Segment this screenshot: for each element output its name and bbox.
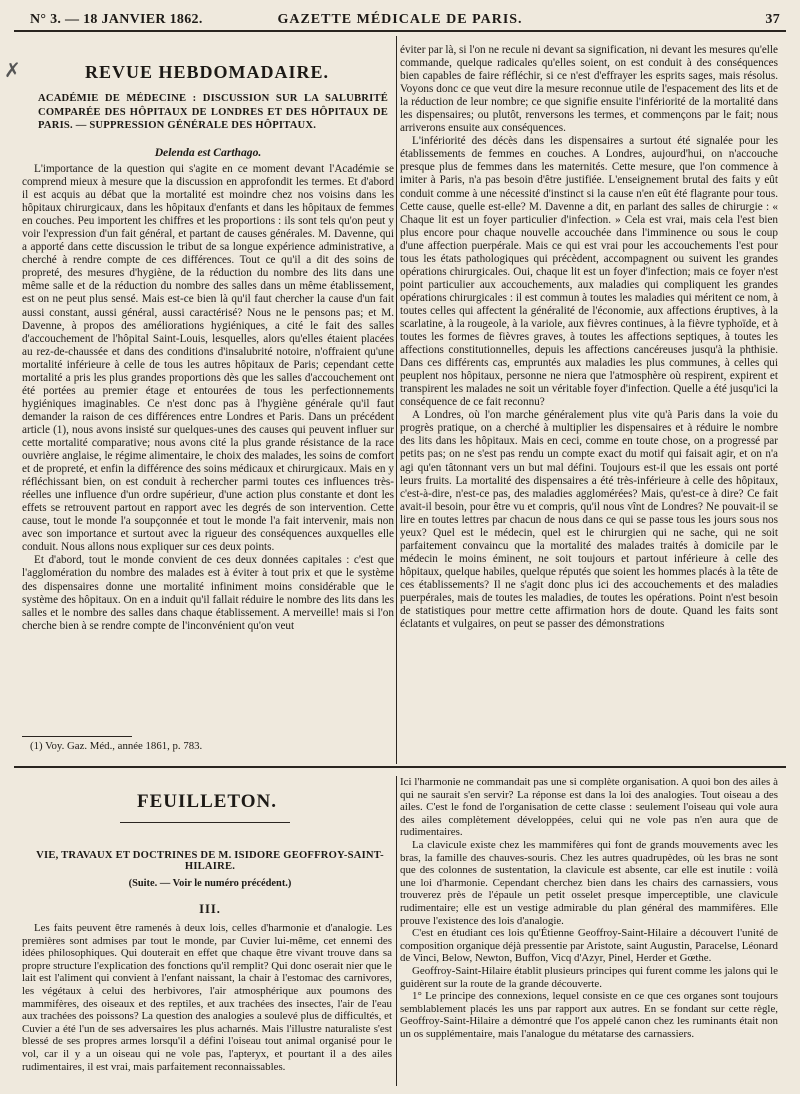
feuilleton-continuation: (Suite. — Voir le numéro précédent.) — [128, 878, 292, 889]
column-divider-feuilleton — [396, 776, 397, 1086]
revue-paragraph: L'infériorité des décès dans les dispensaires a surtout été signalée pour les établissements de femmes en couches. A Londres, aujourd'hui, on n'accouche presque plus de femmes dans les maternités. Cette mesure, que l'on commence à imiter à Paris, n'a pas besoin d'être justifiée. L'enseignement brutal des faits y eût conduit comme à une nécessité d'instinct si la cause n'en eût été flagrante pour tous. Cette cause, quelle est-elle? M. Davenne a dit, en parlant des salles de chirurgie : « Chaque lit est un foyer particulier d'infection. » Cela est vrai, mais cela l'est bien plus encore pour chaque nouvelle accouchée dans l'imminence ou sous le coup d'une affection puerpérale. Mais ce qui est vrai pour les accouchements l'est pour tous les états pathologiques qui précèdent, accompagnent ou suivent les grandes opérations chirurgicales. Oui, chaque lit est un foyer d'infection; mais ce foyer n'est point particulier aux accouchements, aux maladies qui compliquent les grandes opérations chirurgicales : il est commun à toutes les maladies qui méritent ce nom, à toutes celles qui affectent la généralité de l'économie, aux affections éruptives, à la scarlatine, à la rougeole, à la variole, aux fièvres continues, à la fièvre typhoïde, et à toutes les formes de fièvres graves, à toutes les affections septiques, à toutes les affections constitutionnelles, depuis les affections cancéreuses jusqu'à la phthisie. Dans ces différents cas, empruntés aux maladies les plus communes, à celles qui peuplent nos hôpitaux, personne ne niera que l'atmosphère où respirent, expirent et transpirent les malades ne soit un véritable foyer d'infection. Quelle a été jusqu'ici la conséquence de ce fait reconnu? — [400, 135, 778, 409]
section-divider — [14, 766, 786, 768]
feuilleton-paragraph: Ici l'harmonie ne commandait pas une si complète organisation. A quoi bon des ailes à qui ne saurait s'en servir? La réponse est dans la loi des analogies. Tout oiseau a des ailes. C'est le fond de l'organisation de cette classe : seulement l'oiseau qui vole aura des ailes complètement développées, celui qui ne vole pas n'en aura que de rudimentaires. — [400, 776, 778, 839]
revue-paragraph: L'importance de la question qui s'agite en ce moment devant l'Académie se comprend mieux à mesure que la discussion en approfondit les termes. Et d'abord il est acquis au débat que la mortalité est moindre chez nos voisins dans les hôpitaux chirurgicaux, dans les hôpitaux d'enfants et dans les hôpitaux de femmes en couches. Peu importent les chiffres et les proportions : ils sont tels qu'on peut y voir l'expression d'un fait général, et partant de causes générales. M. Davenne, qui a apporté dans cette discussion le tribut de sa longue expérience administrative, a cherché à rendre compte de ces différences. Tout ce qu'il a dit des soins de propreté, des mesures d'hygiène, de la réduction du nombre des lits dans une même salle et de la réduction du nombre des salles dans un même établissement, est on ne peut plus sensé. Mais est-ce bien là qu'il faut chercher la cause d'un fait aussi constant, aussi général, aussi caractérisé? Nous ne le pensons pas; et M. Davenne, à propos des améliorations hygiéniques, a cité le fait des salles d'accouchement de l'hôpital Saint-Louis, lesquelles, alors qu'elles étaient placées au rez-de-chaussée et dans des conditions d'insalubrité notoire, n'offraient qu'une mortalité inférieure à celle de tous les autres hôpitaux de Paris; cependant cette mortalité a pris les plus grandes proportions dès que les salles d'accouchement ont été portées au premier étage et entourées de tous les perfectionnements hygiéniques imaginables. Ce n'est donc pas à l'hygiène générale qu'il faut demander la raison de ces différences entre Londres et Paris. Dans un précédent article (1), nous avons insisté sur quelques-unes des causes qui peuvent influer sur cette mortalité comparative; nous avons cité la plus grande résistance de la race ouvrière anglaise, le régime alimentaire, le choix des malades, les soins de comfort et de propreté, et enfin la différence des soins médicaux et chirurgicaux. Mais en y réfléchissant bien, on est conduit à rechercher parmi toutes ces influences très-réelles une influence d'un ordre supérieur, d'une action plus constante et dont les effets se retrouvent partout en rapport avec les degrés de son intervention. Cette cause, tout le monde l'a soupçonnée et tout le monde l'a fait intervenir, mais non avec son importance et surtout avec la rigueur des conséquences auxquelles elle conduit. Nous allons nous expliquer sur ces deux points. — [22, 163, 394, 554]
column-divider — [396, 36, 397, 764]
revue-right-column — [400, 44, 778, 631]
epigraph: Delenda est Carthago. — [154, 146, 262, 159]
footnote-rule — [22, 736, 132, 737]
journal-title: GAZETTE MÉDICALE DE PARIS. — [277, 12, 523, 27]
feuilleton-paragraph: La clavicule existe chez les mammifères qui font de grands mouvements avec les bras, la famille des chauves-souris. Chez les autres quadrupèdes, où les bras ne sont que des colonnes de sustentation, la clavicule est absente, car elle est inutile : voilà une loi d'harmonie. Cependant cherchez bien dans les chairs des carnassiers, vous trouverez près de l'épaule un petit osselet presque imperceptible, une clavicule rudimentaire; elle est un vestige admirable du plan général des mammifères. Elle prouve l'existence des lois d'analogie. — [400, 838, 778, 927]
revue-paragraph: éviter par là, si l'on ne recule ni devant sa signification, ni devant les mesures qu'elle commande, quelque radicales qu'elles soient, on est conduit à des conséquences bien capables de faire réfléchir, si ce n'est d'effrayer les esprits sages, mais résolus. Voyons donc ce que veut dire la mesure reconnue utile de l'espacement des lits et de la réduction de leur nombre; ce que signifie ensuite l'infériorité de la mortalité dans les dispensaires; ou plutôt, renversons les termes, et commençons par le fait; nous arriverons ensuite aux conséquences. — [400, 44, 778, 135]
section-number: III. — [199, 902, 221, 916]
feuilleton-left-column — [22, 922, 392, 1073]
revue-paragraph: Et d'abord, tout le monde convient de ces deux données capitales : c'est que l'agglomération du nombre des malades est à éviter à tout prix et que le système des dispensaires donne une mortalité infiniment moins considérable que le système des hôpitaux. On en a induit qu'il fallait réduire le nombre des lits dans les salles et le nombre des salles dans chaque établissement. A merveille! mais si l'on cherche bien à se rendre compte de l'inconvénient qu'on veut — [22, 554, 394, 632]
feuilleton-right-column — [400, 776, 778, 1040]
page-number: 37 — [765, 12, 780, 27]
feuilleton-paragraph: Geoffroy-Saint-Hilaire établit plusieurs principes qui furent comme les jalons qui le guidèrent sur la route de la grande découverte. — [400, 964, 778, 990]
revue-left-column — [22, 163, 394, 633]
revue-paragraph: A Londres, où l'on marche généralement plus vite qu'à Paris dans la voie du progrès pratique, on a cherché à multiplier les dispensaires et à réduire le nombre des lits dans les hôpitaux. Mais en ceci, comme en toute chose, on a progressé par petits pas; on ne s'est pas rendu un compte exact du motif qui faisait agir, et on n'a agi qu'en tâtonnant vers un but mal défini. Toujours est-il que les essais ont porté leurs fruits. La mortalité des dispensaires a été très-inférieure à celle des hôpitaux, c'est-à-dire, n'est-ce pas, des maladies agglomérées? Mais, qu'est-ce à dire? Ce fait avait-il besoin, pour être vu et compris, qu'il nous vînt de Londres? Ne pouvait-il se lire en toutes lettres par chacun de nous dans ce qui se passe tous les jours sous nos yeux? Quel est le médecin, quel est le chirurgien qui ne sache, qui ne soit parfaitement convaincu que la mortalité des malades traités à domicile par le médecin le moins éminent, ne soit toujours et partout inférieure à celle des hôpitaux, quelque habiles, quelque réputés que soient les hommes placés à la tête de ces établissements? Il ne s'agit donc plus ici des accouchements et des maladies puerpérales, mais de toutes les maladies, de toutes les opérations. Point n'est besoin de statistiques pour mettre cette affirmation hors de doute. Quand les faits sont éclatants et vulgaires, on peut se passer des démonstrations — [400, 409, 778, 631]
handwritten-cross-mark: ✗ — [4, 58, 21, 82]
revue-title: REVUE HEBDOMADAIRE. — [84, 62, 330, 82]
feuilleton-subtitle: VIE, TRAVAUX ET DOCTRINES DE M. ISIDORE GEOFFROY-SAINT-HILAIRE. — [36, 850, 384, 872]
feuilleton-paragraph: 1° Le principe des connexions, lequel consiste en ce que ces organes sont toujours semblablement placés les uns par rapport aux autres. En se fondant sur cette règle, Geoffroy-Saint-Hilaire a démontré que l'os appelé canon chez les ruminants était non un os supplémentaire, mais l'analogue du métatarse des carnassiers. — [400, 990, 778, 1040]
issue-date: N° 3. — 18 JANVIER 1862. — [30, 12, 203, 27]
running-header — [14, 10, 786, 32]
feuilleton-underline — [120, 822, 290, 823]
feuilleton-title: FEUILLETON. — [137, 791, 277, 812]
revue-summary: ACADÉMIE DE MÉDECINE : DISCUSSION SUR LA SALUBRITÉ COMPARÉE DES HÔPITAUX DE LONDRES ET DES HÔPITAUX DE PARIS. — SUPPRESSION GÉNÉRALE DES HÔPITAUX. — [38, 93, 388, 131]
footnote: (1) Voy. Gaz. Méd., année 1861, p. 783. — [30, 740, 203, 752]
feuilleton-paragraph: Les faits peuvent être ramenés à deux lois, celles d'harmonie et d'analogie. Les premières sont admises par tout le monde, par Cuvier lui-même, cet ennemi des idées philosophiques. Qui douterait en effet que chaque être vivant trouve dans sa propre structure l'explication des fonctions qu'il remplit? Qui donc oserait nier que le lait est l'aliment qui convient à l'enfant naissant, la chair à l'estomac des carnivores, les végétaux à celui des herbivores, l'air atmosphérique aux poumons des mammifères, des oiseaux et des reptiles, et aux trachées des insectes, l'air de l'eau aux trachées des poissons? La question des analogies a soulevé plus de difficultés, et Cuvier a été l'un de ses adversaires les plus acharnés. Mais l'illustre naturaliste s'est blessé de ses propres armes lorsqu'il a défini l'oiseau tout animal organisé pour le vol, car il y a un oiseau qui ne vole pas, l'apteryx, et pourtant il a des ailes rudimentaires, il est vrai, mais parfaitement reconnaissables. — [22, 922, 392, 1073]
feuilleton-paragraph: C'est en étudiant ces lois qu'Étienne Geoffroy-Saint-Hilaire a découvert l'unité de composition organique déjà pressentie par Aristote, saint Augustin, Paracelse, Léonard de Vinci, Below, Newton, Buffon, Vicq d'Azyr, Pinel, Herder et Gœthe. — [400, 927, 778, 965]
